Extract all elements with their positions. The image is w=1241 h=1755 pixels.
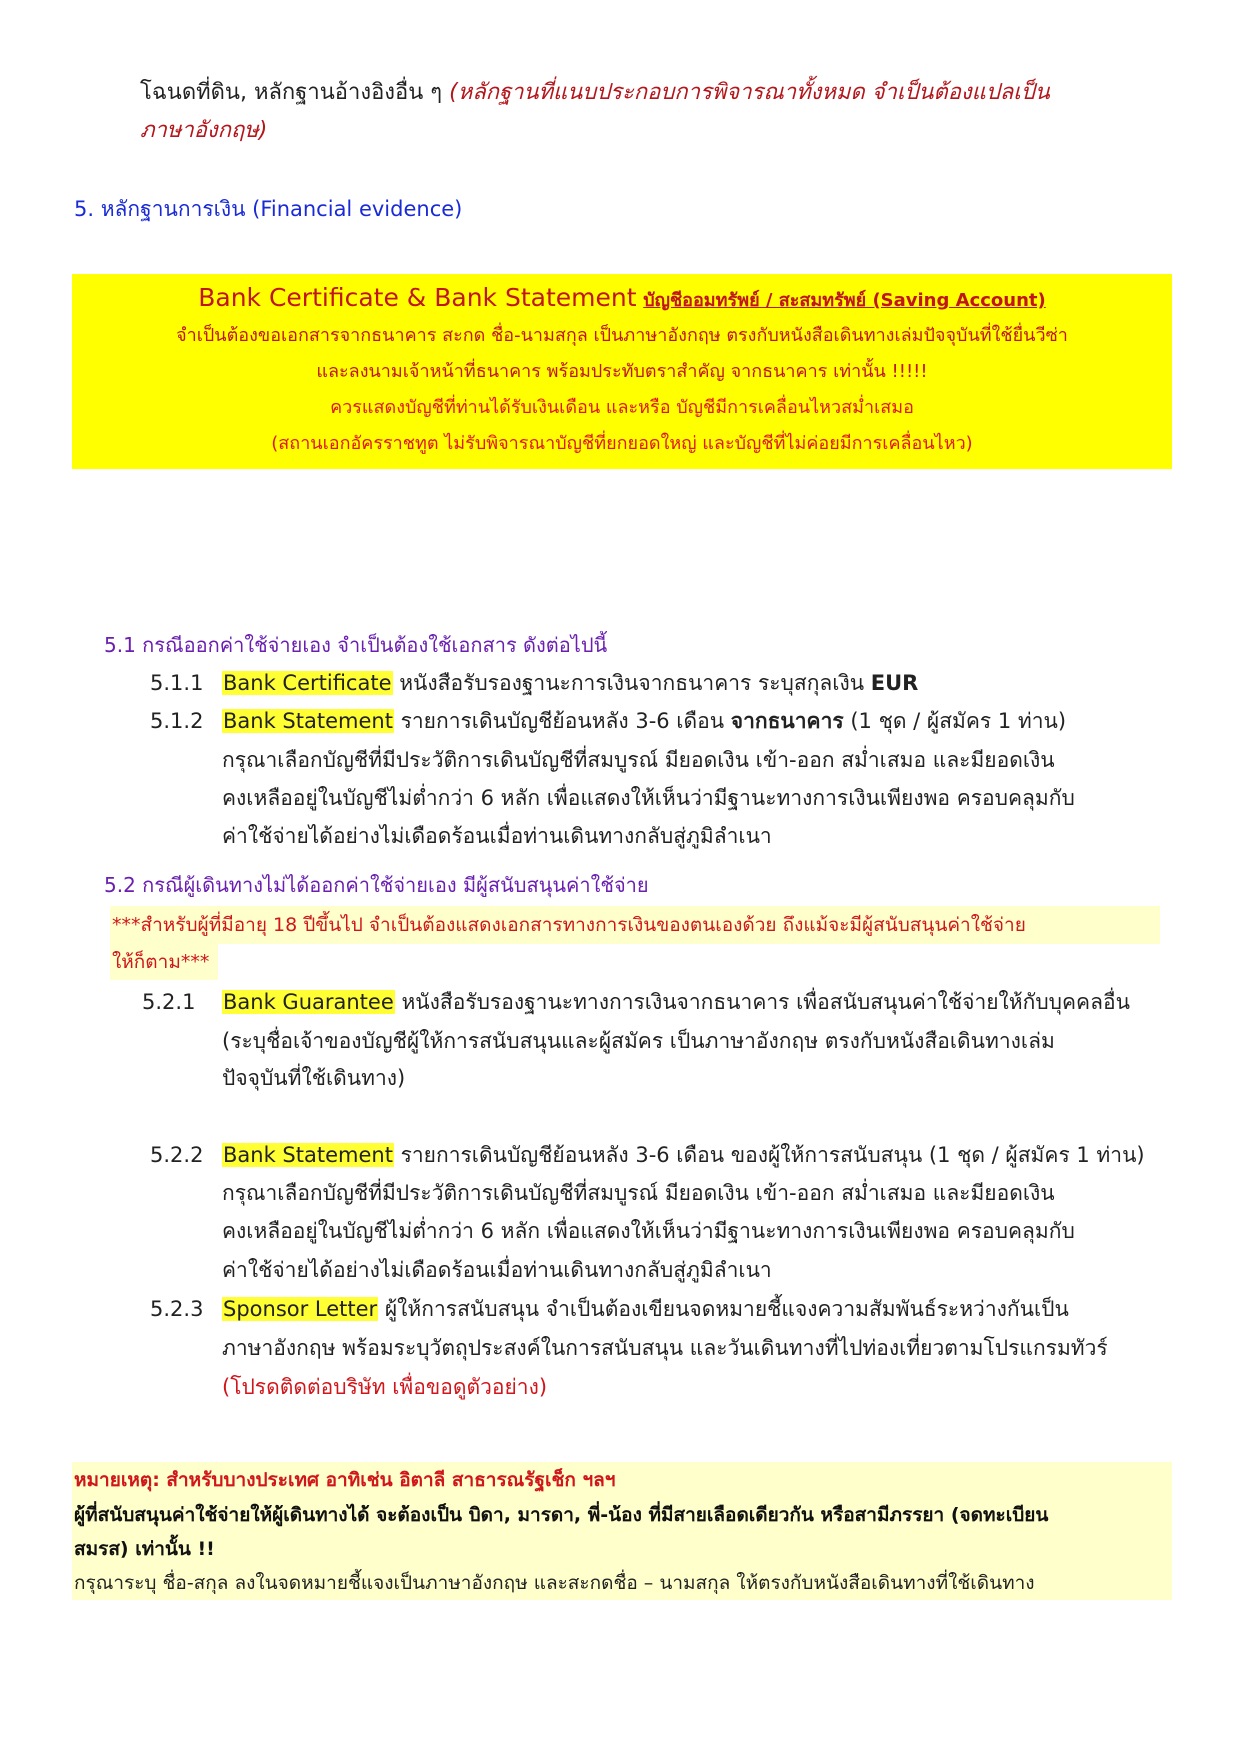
item-5-2-1-text: หนังสือรับรองฐานะทางการเงินจากธนาคาร เพื่อสนับสนุนค่าใช้จ่ายให้กับบุคคลอื่น xyxy=(394,990,1130,1014)
item-5-1-2-line-2: กรุณาเลือกบัญชีที่มีประวัติการเดินบัญชีที่สมบูรณ์ มียอดเงิน เข้า-ออก สม่ำเสมอ และมียอดเงิน xyxy=(222,748,1055,772)
item-5-2-3-text: ผู้ให้การสนับสนุน จำเป็นต้องเขียนจดหมายชี้แจงความสัมพันธ์ระหว่างกันเป็น xyxy=(378,1297,1069,1321)
item-5-1-2-bank: จากธนาคาร xyxy=(730,709,844,733)
item-5-2-2-number: 5.2.2 xyxy=(150,1143,204,1167)
sponsor-note-line-4: กรุณาระบุ ชื่อ-สกุล ลงในจดหมายชี้แจงเป็นภาษาอังกฤษ และสะกดชื่อ – นามสกุล ให้ตรงกับหนังสือเดินทางที่ใช้เดินทาง xyxy=(74,1572,1035,1594)
item-5-1-1-text: หนังสือรับรองฐานะการเงินจากธนาคาร ระบุสกุลเงิน xyxy=(392,671,871,695)
item-5-2-3-contact-note: (โปรดติดต่อบริษัท เพื่อขอดูตัวอย่าง) xyxy=(222,1375,548,1399)
item-5-2-3-line-2: ภาษาอังกฤษ พร้อมระบุวัตถุประสงค์ในการสนับสนุน และวันเดินทางที่ไปท่องเที่ยวตามโปรแกรมทัวร์ xyxy=(222,1336,1108,1360)
item-5-1-2-text: รายการเดินบัญชีย้อนหลัง 3-6 เดือน xyxy=(393,709,731,733)
item-5-1-1 xyxy=(222,668,918,698)
item-5-2-1 xyxy=(222,987,1130,1017)
item-5-2-2-label: Bank Statement xyxy=(223,1143,393,1167)
bank-requirement-banner xyxy=(72,274,1172,469)
banner-line-4: ควรแสดงบัญชีที่ท่านได้รับเงินเดือน และหรือ บัญชีมีการเคลื่อนไหวสม่ำเสมอ xyxy=(330,397,914,418)
banner-line-5: (สถานเอกอัครราชทูต ไม่รับพิจารณาบัญชีที่ยกยอดใหญ่ และบัญชีที่ไม่ค่อยมีการเคลื่อนไหว) xyxy=(271,433,973,454)
item-5-2-2 xyxy=(222,1140,1145,1170)
item-5-2-1-line-2: (ระบุชื่อเจ้าของบัญชีผู้ให้การสนับสนุนและผู้สมัคร เป็นภาษาอังกฤษ ตรงกับหนังสือเดินทางเล่ม xyxy=(222,1029,1055,1053)
item-5-1-1-currency: EUR xyxy=(870,671,919,695)
sponsor-note-line-3: สมรส) เท่านั้น !! xyxy=(74,1538,215,1560)
sponsor-note-line-2: ผู้ที่สนับสนุนค่าใช้จ่ายให้ผู้เดินทางได้ จะต้องเป็น บิดา, มารดา, พี่-น้อง ที่มีสายเลือดเดียวกัน หรือสามีภรรยา (จดทะเบียน xyxy=(74,1504,1049,1526)
item-5-2-2-line-3: คงเหลืออยู่ในบัญชีไม่ต่ำกว่า 6 หลัก เพื่อแสดงให้เห็นว่ามีฐานะทางการเงินเพียงพอ ครอบคลุมกับ xyxy=(222,1219,1075,1243)
age-warning-line-2: ให้ก็ตาม*** xyxy=(112,951,210,973)
item-5-2-1-label: Bank Guarantee xyxy=(223,990,394,1014)
item-5-2-3-label: Sponsor Letter xyxy=(223,1297,378,1321)
item-5-1-2-tail: (1 ชุด / ผู้สมัคร 1 ท่าน) xyxy=(843,709,1067,733)
item-5-2-2-line-2: กรุณาเลือกบัญชีที่มีประวัติการเดินบัญชีที่สมบูรณ์ มียอดเงิน เข้า-ออก สม่ำเสมอ และมียอดเงิน xyxy=(222,1181,1055,1205)
banner-title-underlined: บัญชีออมทรัพย์ / สะสมทรัพย์ (Saving Account) xyxy=(643,290,1046,311)
banner-title: Bank Certificate & Bank Statement xyxy=(198,283,637,312)
item-5-1-2 xyxy=(222,706,1066,736)
intro-line xyxy=(140,78,1050,108)
section-5-heading: 5. หลักฐานการเงิน (Financial evidence) xyxy=(74,197,463,221)
intro-note: (หลักฐานที่แนบประกอบการพิจารณาทั้งหมด จำเป็นต้องแปลเป็น xyxy=(449,80,1050,105)
item-5-2-1-number: 5.2.1 xyxy=(142,990,196,1014)
sponsor-note-title: หมายเหตุ: สำหรับบางประเทศ อาทิเช่น อิตาลี สาธารณรัฐเช็ก ฯลฯ xyxy=(74,1469,616,1491)
section-5-1-heading: 5.1 กรณีออกค่าใช้จ่ายเอง จำเป็นต้องใช้เอกสาร ดังต่อไปนี้ xyxy=(104,633,608,657)
item-5-1-2-line-4: ค่าใช้จ่ายได้อย่างไม่เดือดร้อนเมื่อท่านเดินทางกลับสู่ภูมิลำเนา xyxy=(222,824,772,848)
age-warning-line-1: ***สำหรับผู้ที่มีอายุ 18 ปีขึ้นไป จำเป็นต้องแสดงเอกสารทางการเงินของตนเองด้วย ถึงแม้จะมีผู้สนับสนุนค่าใช้จ่าย xyxy=(112,914,1026,936)
item-5-2-1-line-3: ปัจจุบันที่ใช้เดินทาง) xyxy=(222,1066,406,1090)
item-5-2-3-number: 5.2.3 xyxy=(150,1297,204,1321)
section-5-2-heading: 5.2 กรณีผู้เดินทางไม่ได้ออกค่าใช้จ่ายเอง มีผู้สนับสนุนค่าใช้จ่าย xyxy=(104,873,649,897)
intro-note-cont: ภาษาอังกฤษ) xyxy=(140,118,268,143)
item-5-1-2-line-3: คงเหลืออยู่ในบัญชีไม่ต่ำกว่า 6 หลัก เพื่อแสดงให้เห็นว่ามีฐานะทางการเงินเพียงพอ ครอบคลุมกับ xyxy=(222,786,1075,810)
item-5-1-1-label: Bank Certificate xyxy=(223,671,392,695)
item-5-1-1-number: 5.1.1 xyxy=(150,671,204,695)
intro-text: โฉนดที่ดิน, หลักฐานอ้างอิงอื่น ๆ xyxy=(140,80,443,105)
banner-line-2: จำเป็นต้องขอเอกสารจากธนาคาร สะกด ชื่อ-นามสกุล เป็นภาษาอังกฤษ ตรงกับหนังสือเดินทางเล่มปัจจุบันที่ใช้ยื่นวีซ่า xyxy=(176,325,1068,346)
item-5-1-2-number: 5.1.2 xyxy=(150,709,204,733)
banner-title-row xyxy=(72,280,1172,319)
item-5-2-2-text: รายการเดินบัญชีย้อนหลัง 3-6 เดือน ของผู้ให้การสนับสนุน (1 ชุด / ผู้สมัคร 1 ท่าน) xyxy=(393,1143,1145,1167)
item-5-1-2-label: Bank Statement xyxy=(223,709,393,733)
banner-line-3: และลงนามเจ้าหน้าที่ธนาคาร พร้อมประทับตราสำคัญ จากธนาคาร เท่านั้น !!!!! xyxy=(316,361,928,382)
item-5-2-3 xyxy=(222,1294,1069,1324)
item-5-2-2-line-4: ค่าใช้จ่ายได้อย่างไม่เดือดร้อนเมื่อท่านเดินทางกลับสู่ภูมิลำเนา xyxy=(222,1258,772,1282)
